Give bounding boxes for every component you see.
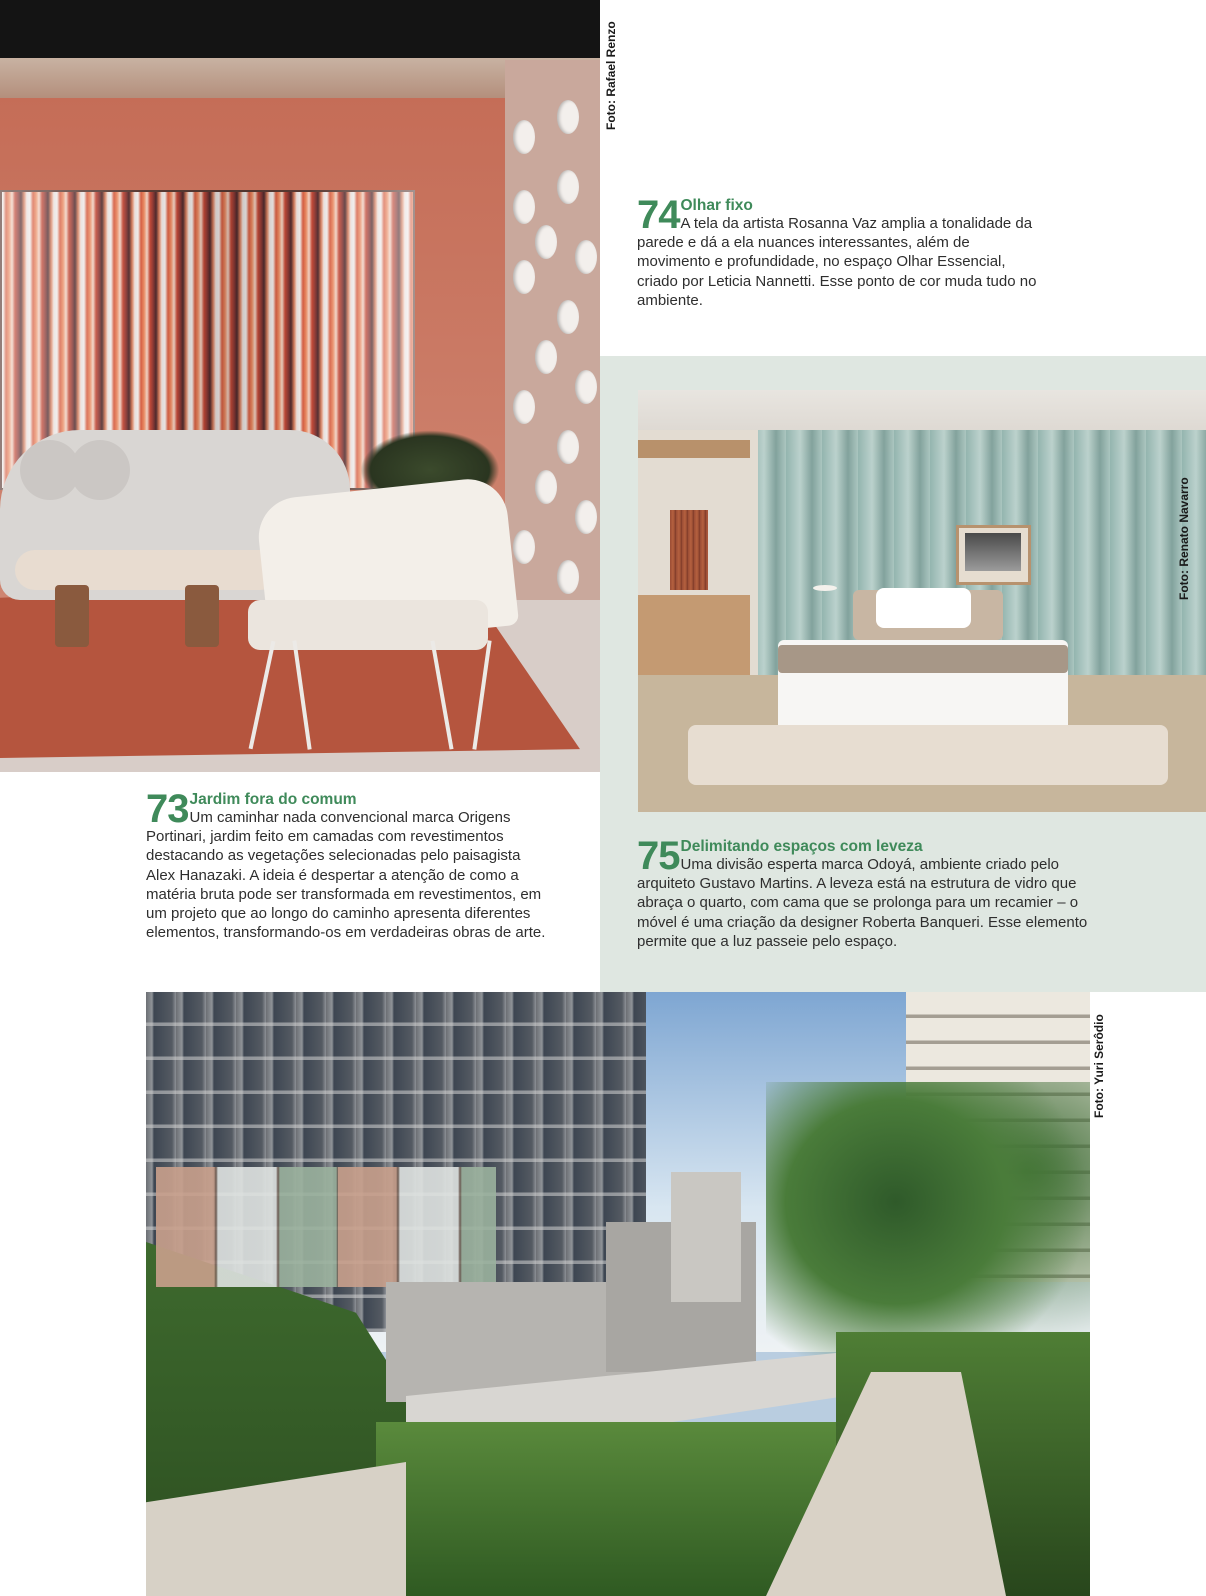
entry-body: Uma divisão esperta marca Odoyá, ambiente criado pelo arquiteto Gustavo Martins. A leveza está na estrutura de vidro que abraça o quarto, com cama que se prolonga para um recamier – o móvel é uma criação da designer Roberta Banqueri. Esse elemento permite que a luz passeie pelo espaço. <box>637 856 1088 950</box>
entry-title: Olhar fixo <box>680 197 753 214</box>
sideboard <box>638 595 750 675</box>
armchair-seat <box>248 600 488 650</box>
vegetation-center <box>376 1422 836 1596</box>
coffee-table <box>15 550 280 590</box>
framed-photo <box>965 533 1021 571</box>
photo-credit-1: Foto: Rafael Renzo <box>604 21 618 130</box>
table-leg <box>55 585 89 647</box>
woven-hanging <box>670 510 708 590</box>
photo-credit-3: Foto: Yuri Serôdio <box>1092 1014 1106 1118</box>
concrete-slab <box>671 1172 741 1302</box>
garden-photo <box>146 992 1090 1596</box>
entry-title: Delimitando espaços com leveza <box>680 838 923 855</box>
entry-title: Jardim fora do comum <box>189 791 357 808</box>
bedroom-photo <box>638 390 1206 812</box>
entry-number: 75 <box>637 834 680 878</box>
entry-74 <box>637 193 1047 310</box>
bed-throw <box>778 645 1068 673</box>
entry-body: Um caminhar nada convencional marca Origens Portinari, jardim feito em camadas com revestimentos destacando as vegetações selecionadas pelo paisagista Alex Hanazaki. A ideia é despertar a atenção de como a matéria bruta pode ser transformada em revestimentos, em um projeto que ao longo do caminho apresenta diferentes elementos, transformando-os em verdadeiras obras de arte. <box>146 809 546 942</box>
recamier-bench <box>688 725 1168 785</box>
living-room-photo <box>0 0 600 772</box>
entry-number: 73 <box>146 787 189 831</box>
colored-panels <box>156 1167 496 1287</box>
entry-body: A tela da artista Rosanna Vaz amplia a tonalidade da parede e dá a ela nuances interessantes, além de movimento e profundidade, no espaço Olhar Essencial, criado por Leticia Nannetti. Esse ponto de cor muda tudo no ambiente. <box>637 215 1037 309</box>
entry-75 <box>637 834 1099 951</box>
round-pillow <box>70 440 130 500</box>
entry-number: 74 <box>637 193 680 237</box>
shelf-board <box>638 440 750 458</box>
photo-credit-2: Foto: Renato Navarro <box>1177 477 1191 600</box>
pendant-lamp <box>813 585 837 591</box>
bed-pillow <box>876 588 971 628</box>
entry-73 <box>146 787 551 942</box>
table-leg <box>185 585 219 647</box>
